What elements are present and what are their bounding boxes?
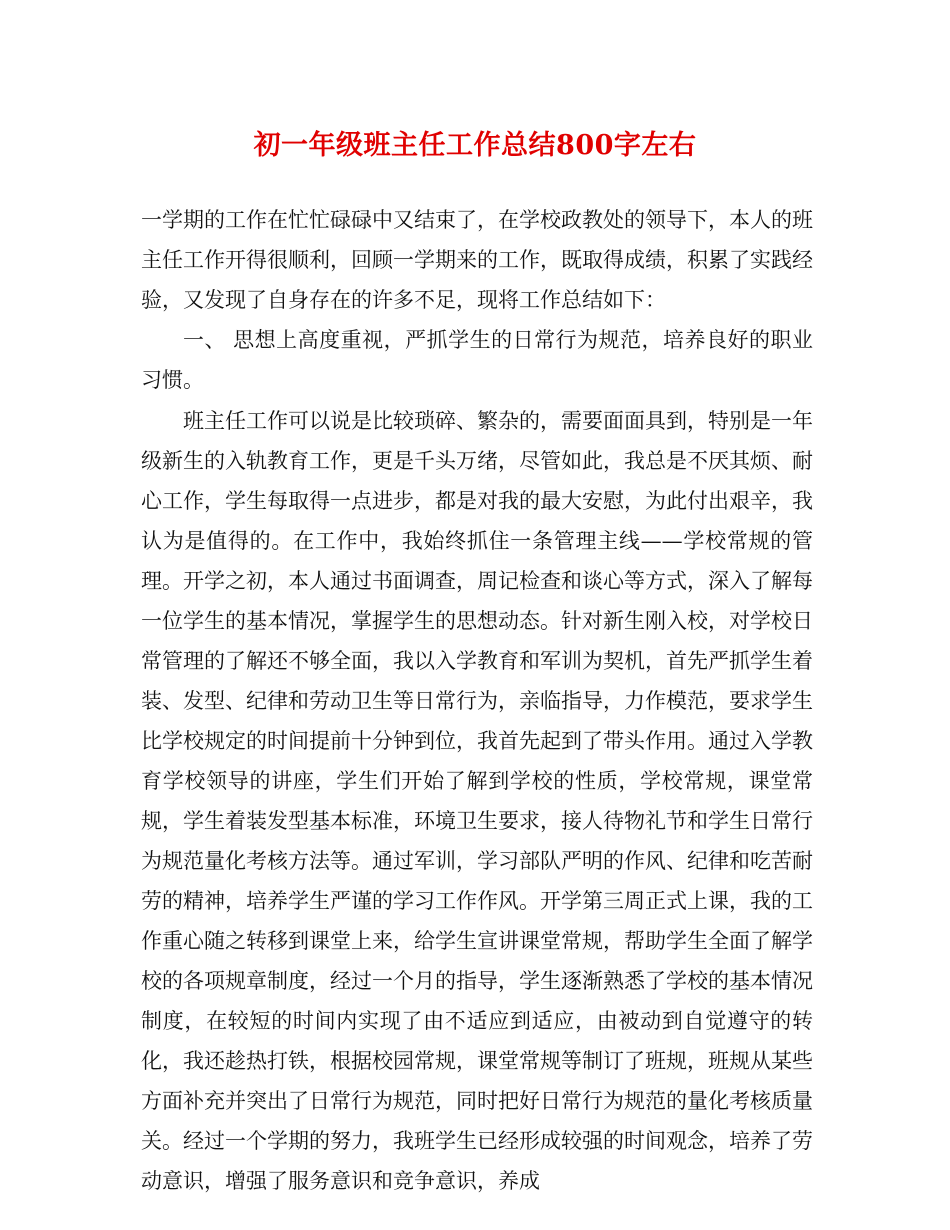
document-title: 初一年级班主任工作总结800字左右 [253, 130, 697, 161]
section-heading-1: 一、 思想上高度重视，严抓学生的日常行为规范，培养良好的职业习惯。 [141, 328, 813, 392]
intro-paragraph: 一学期的工作在忙忙碌碌中又结束了，在学校政教处的领导下，本人的班主任工作开得很顺利，回顾一学期来的工作，既取得成绩，积累了实践经验，又发现了自身存在的许多不足，现将工作总结如下： [141, 208, 813, 312]
body-paragraph-2: 班主任工作可以说是比较琐碎、繁杂的，需要面面具到，特别是一年级新生的入轨教育工作，更是千头万绪，尽管如此，我总是不厌其烦、耐心工作，学生每取得一点进步，都是对我的最大安慰，为此付出艰辛，我认为是值得的。在工作中，我始终抓住一条管理主线——学校常规的管理。开学之初，本人通过书面调查，周记检查和谈心等方式，深入了解每一位学生的基本情况，掌握学生的思想动态。针对新生刚入校，对学校日常管理的了解还不够全面，我以入学教育和军训为契机，首先严抓学生着装、发型、纪律和劳动卫生等日常行为，亲临指导，力作模范，要求学生比学校规定的时间提前十分钟到位，我首先起到了带头作用。通过入学教育学校领导的讲座，学生们开始了解到学校的性质，学校常规，课堂常规，学生着装发型基本标准，环境卫生要求，接人待物礼节和学生日常行为规范量化考核方法等。通过军训，学习部队严明的作风、纪律和吃苦耐劳的精神，培养学生严谨的学习工作作风。开学第三周正式上课，我的工作重心随之转移到课堂上来，给学生宣讲课堂常规，帮助学生全面了解学校的各项规章制度，经过一个月的指导，学生逐渐熟悉了学校的基本情况制度，在较短的时间内实现了由不适应到适应，由被动到自觉遵守的转化，我还趁热打铁，根据校园常规，课堂常规等制订了班规，班规从某些方面补充并突出了日常行为规范，同时把好日常行为规范的量化考核质量关。经过一个学期的努力，我班学生已经形成较强的时间观念，培养了劳动意识，增强了服务意识和竞争意识，养成 [141, 409, 813, 1193]
document-body [141, 200, 813, 1201]
